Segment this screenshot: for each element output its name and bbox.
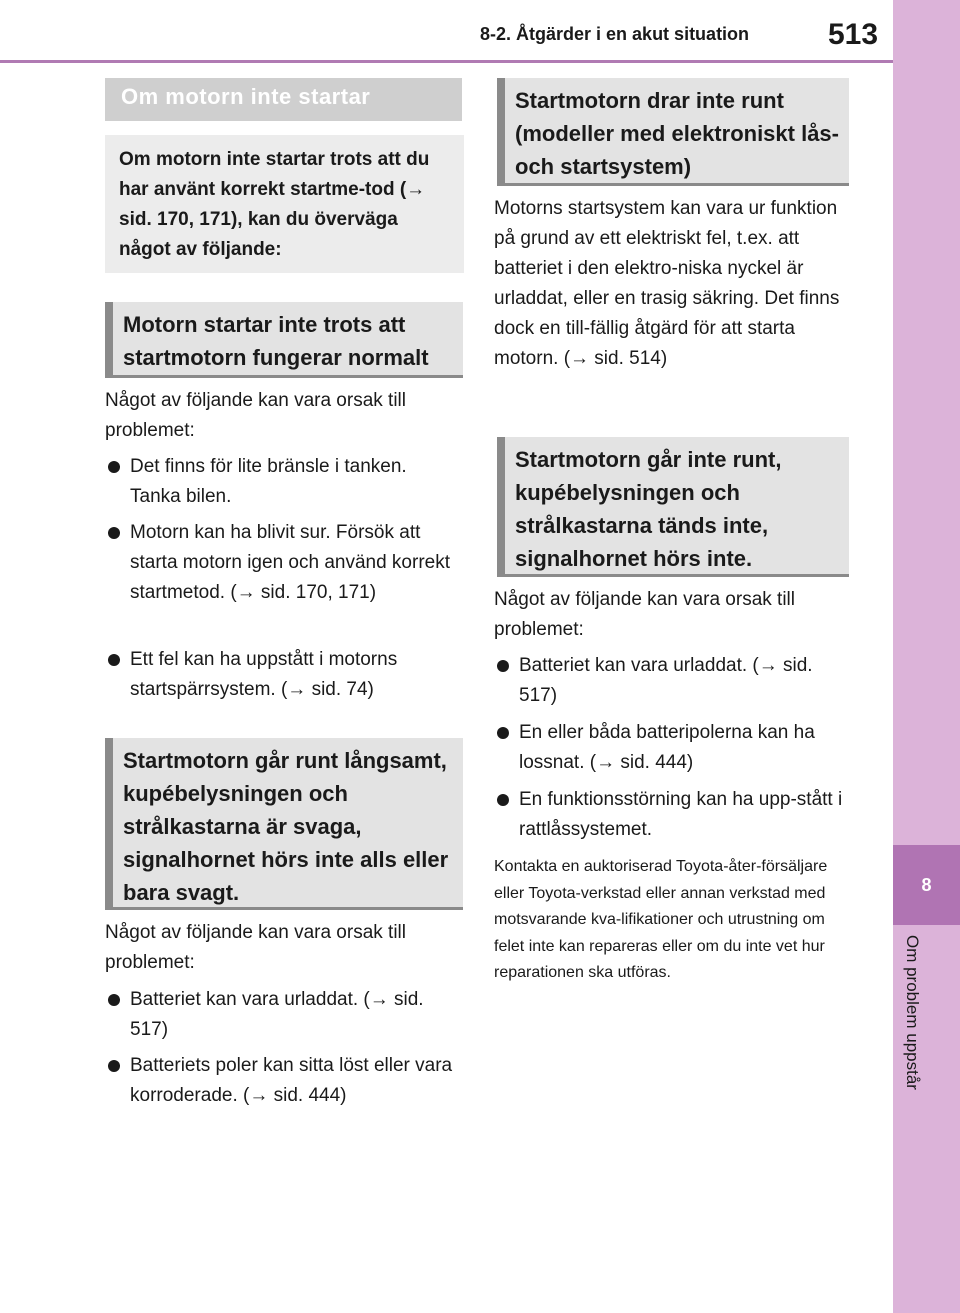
intro-box: Om motorn inte startar trots att du har använt korrekt startme-tod (→ sid. 170, 171), kan du överväga något av följande: — [105, 135, 464, 273]
bullet-battery-discharged: Batteriet kan vara urladdat. (→ sid. 517) — [106, 985, 462, 1045]
bullet-battery-terminals: Batteriets poler kan sitta löst eller vara korroderade. (→ sid. 444) — [106, 1051, 462, 1111]
bullet-immobilizer: Ett fel kan ha uppstått i motorns startspärrsystem. (→ sid. 74) — [106, 645, 462, 705]
side-tab-label: Om problem uppstår — [903, 935, 922, 1090]
heading-starter-dead: Startmotorn går inte runt, kupébelysningen och strålkastarna tänds inte, signalhornet hörs inte. — [497, 437, 849, 577]
side-tab-chapter: 8 — [893, 845, 960, 925]
bullet-fuel: Det finns för lite bränsle i tanken. Tanka bilen. — [106, 452, 462, 512]
paragraph-causes-3: Något av följande kan vara orsak till problemet: — [494, 589, 795, 640]
bullet-flooded: Motorn kan ha blivit sur. Försök att starta motorn igen och använd korrekt startmetod. (→ sid. 170, 171) — [106, 518, 462, 608]
bullet-steering-lock: En funktionsstörning kan ha upp-stått i rattlåssystemet. — [495, 785, 850, 845]
heading-starter-no-crank: Startmotorn drar inte runt (modeller med elektroniskt lås- och startsystem) — [497, 78, 849, 186]
heading-starter-works: Motorn startar inte trots att startmotorn fungerar normalt — [105, 302, 463, 378]
paragraph-causes-2: Något av följande kan vara orsak till problemet: — [105, 922, 406, 973]
paragraph-start-system: Motorns startsystem kan vara ur funktion på grund av ett elektriskt fel, t.ex. att batteriet i den elektro-niska nyckel är urladdat, eller en trasig säkring. Det finns dock en till-fällig åtgärd för att starta motorn. (→ sid. 514) — [494, 198, 840, 369]
contact-note: Kontakta en auktoriserad Toyota-åter-försäljare eller Toyota-verkstad eller annan verkstad med motsvarande kva-lifikationer och utrustning om felet inte kan repareras eller om du inte vet hur reparationen ska utföras. — [494, 858, 828, 981]
paragraph-causes-1: Något av följande kan vara orsak till problemet: — [105, 390, 406, 441]
header-section-title: 8-2. Åtgärder i en akut situation — [480, 24, 750, 44]
page-number: 513 — [828, 18, 879, 51]
heading-starter-slow: Startmotorn går runt långsamt, kupébelysningen och strålkastarna är svaga, signalhornet hörs inte alls eller bara svagt. — [105, 738, 463, 910]
header-rule — [0, 60, 893, 63]
bullet-battery-discharged-2: Batteriet kan vara urladdat. (→ sid. 517) — [495, 651, 850, 711]
section-banner: Om motorn inte startar — [105, 78, 462, 121]
bullet-battery-poles: En eller båda batteripolerna kan ha lossnat. (→ sid. 444) — [495, 718, 850, 778]
